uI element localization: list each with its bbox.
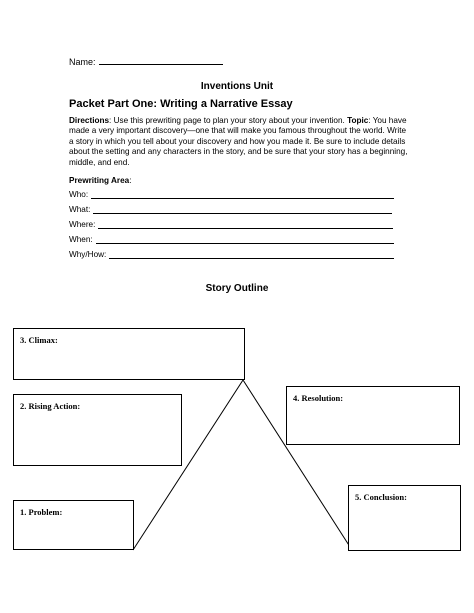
rising-action-box[interactable] xyxy=(13,394,182,466)
conclusion-label: 5. Conclusion: xyxy=(355,492,407,502)
story-outline-title: Story Outline xyxy=(205,283,269,294)
conclusion-box[interactable] xyxy=(348,485,461,551)
resolution-box[interactable] xyxy=(286,386,460,445)
climax-label: 3. Climax: xyxy=(20,335,58,345)
who-label: Who: xyxy=(69,190,89,199)
directions-label: Directions xyxy=(69,116,110,125)
whyhow-label: Why/How: xyxy=(69,250,107,259)
when-label: When: xyxy=(69,235,93,244)
what-label: What: xyxy=(69,205,91,214)
packet-title: Packet Part One: Writing a Narrative Essay xyxy=(69,98,293,110)
climax-box[interactable] xyxy=(13,328,245,380)
prewriting-heading-text: Prewriting Area xyxy=(69,176,130,185)
unit-title: Inventions Unit xyxy=(200,81,274,92)
resolution-label: 4. Resolution: xyxy=(293,393,344,403)
where-label: Where: xyxy=(69,220,96,229)
prewriting-heading-colon: : xyxy=(129,176,132,185)
directions-text: : Use this prewriting page to plan your story about your invention. xyxy=(109,116,348,125)
topic-label: Topic xyxy=(347,116,369,125)
problem-label: 1. Problem: xyxy=(20,507,63,517)
topic-text: : You have made a very important discovery—one that will make you famous throughout the world. Write a story in which you tell about your discovery and how you made it. Be sure to include details about the setting and any characters in the story, and be sure that your story has a beginning, middle, and end. xyxy=(69,116,408,167)
problem-box[interactable] xyxy=(13,500,134,550)
name-label: Name: xyxy=(69,57,96,67)
rising-action-label: 2. Rising Action: xyxy=(20,401,81,411)
